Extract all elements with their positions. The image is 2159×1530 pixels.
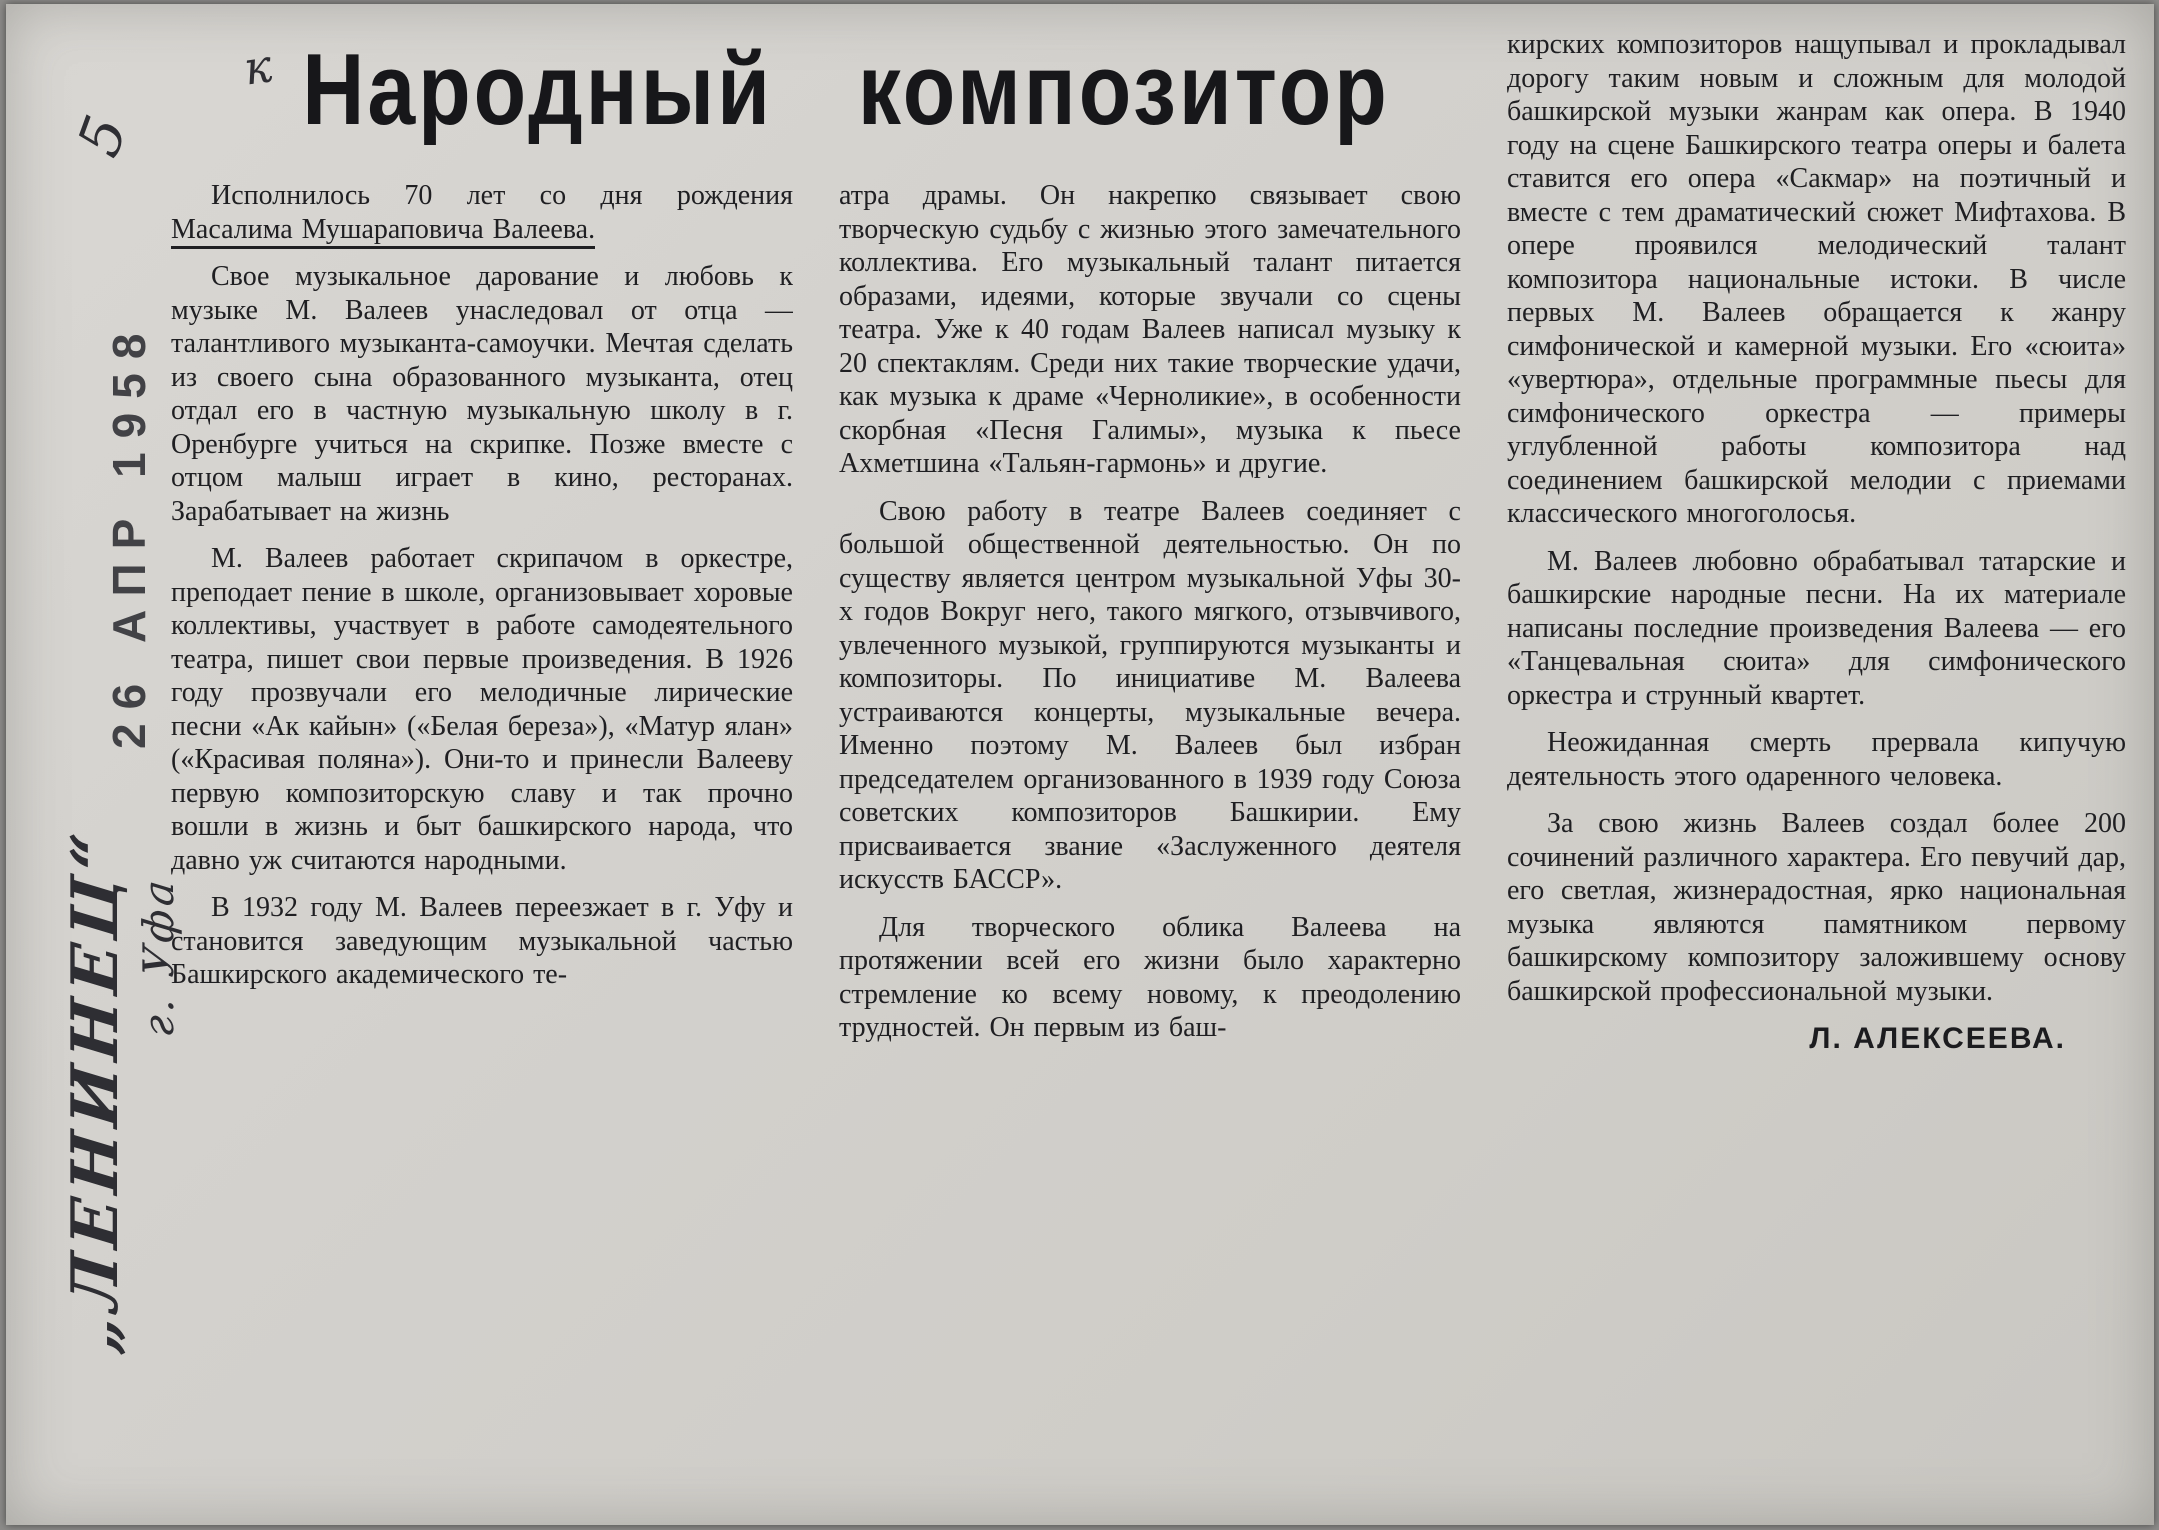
article-left-section [171,14,1461,1517]
article-byline: Л. АЛЕКСЕЕВА. [1809,1022,2066,1055]
handwritten-k-mark: к [240,38,276,96]
article-paragraph: М. Валеев работает скрипачом в оркестре, преподает пение в школе, организовывает хоровые коллективы, участвует в работе самодеятельного театра, пишет свои первые произведения. В 1926 году прозвучали его мелодичные лирические песни «Ак кайын» («Белая береза»), «Матур ялан» («Красивая поляна»). Они-то и принесли Валееву первую композиторскую славу и так прочно вошли в жизнь и быт башкирского народа, что давно уж считаются народными. [171,543,793,876]
lead-intro-text: Исполнилось 70 лет со дня рождения [211,180,793,211]
article-paragraph: Свою работу в театре Валеев соединяет с большой общественной деятельностью. Он по существу является центром музыкальной Уфы 30-х годов Вокруг него, такого мягкого, отзывчивого, увлеченного музыкой, группируются музыканты и композиторы. По инициативе М. Валеева устраиваются концерты, музыкальные вечера. Именно поэтому М. Валеев был избран председателем организованного в 1939 году Союза советских композиторов Башкирии. Ему присваивается звание «Заслуженного деятеля искусств БАССР». [839,495,1461,895]
article-paragraph: Свое музыкальное дарование и любовь к музыке М. Валеев унаследовал от отца — талантливого музыканта-самоучки. Мечтая сделать из своего сына образованного музыканта, отец отдал его в частную музыкальную школу в г. Оренбурге учиться на скрипке. Позже вместе с отцом малыш играет в кино, ресторанах. Зарабатывает на жизнь [171,261,793,527]
article-body [171,14,2126,1517]
article-column-1 [171,179,793,1517]
article-lead-paragraph [171,179,793,246]
article-headline: Народный композитор [302,33,1390,147]
handwritten-newspaper-name: „ЛЕНИНЕЦ“ [58,823,133,1357]
article-paragraph: За свою жизнь Валеев создал более 200 сочинений различного характера. Его певучий дар, его светлая, жизнерадостная, ярко национальная музыка являются памятником первому башкирскому композитору заложившему основу башкирской профессиональной музыки. [1507,808,2126,1007]
date-stamp: 26 АПР 1958 [103,319,155,749]
lead-composer-name-underlined: Масалима Мушараповича Валеева. [171,214,595,249]
article-column-3 [1507,14,2126,1517]
handwritten-city: г. Уфа [134,873,183,1040]
handwritten-price-mark: 5 [64,107,141,165]
article-paragraph: Неожиданная смерть прервала кипучую деятельность этого одаренного человека. [1507,727,2126,792]
newspaper-page [6,4,2154,1525]
left-margin-annotations [6,4,183,1525]
article-paragraph: Для творческого облика Валеева на протяжении всей его жизни было характерно стремление ко всему новому, к преодолению трудностей. Он первым из баш- [839,911,1461,1043]
article-paragraph: В 1932 году М. Валеев переезжает в г. Уфу и становится заведующим музыкальной частью Башкирского академического те- [171,892,793,990]
article-paragraph: атра драмы. Он накрепко связывает свою творческую судьбу с жизнью этого замечательного коллектива. Его музыкальный талант питается образами, идеями, которые звучали со сцены театра. Уже к 40 годам Валеев написал музыку к 20 спектаклям. Среди них такие творческие удачи, как музыка к драме «Черноликие», в особенности скорбная «Песня Галимы», музыка к пьесе Ахметшина «Тальян-гармонь» и другие. [839,180,1461,479]
article-paragraph: М. Валеев любовно обрабатывал татарские и башкирские народные песни. На их материале написаны последние произведения Валеева — его «Танцевальная сюита» для симфонического оркестра и струнный квартет. [1507,545,2126,711]
article-paragraph: кирских композиторов нащупывал и прокладывал дорогу таким новым и сложным для молодой башкирской музыки жанрам как опера. В 1940 году на сцене Башкирского театра оперы и балета ставится его опера «Сакмар» на поэтичный и вместе с тем драматический сюжет Мифтахова. В опере проявился мелодический талант композитора национальные истоки. В числе первых М. Валеев обращается к жанру симфонической и камерной музыки. Его «сюита» «увертюра», отдельные программные пьесы для симфонического оркестра — примеры углубленной работы композитора над соединением башкирской мелодии с приемами классического многоголосья. [1507,29,2126,529]
article-columns-1-2 [171,179,1461,1517]
article-column-2 [839,179,1461,1517]
